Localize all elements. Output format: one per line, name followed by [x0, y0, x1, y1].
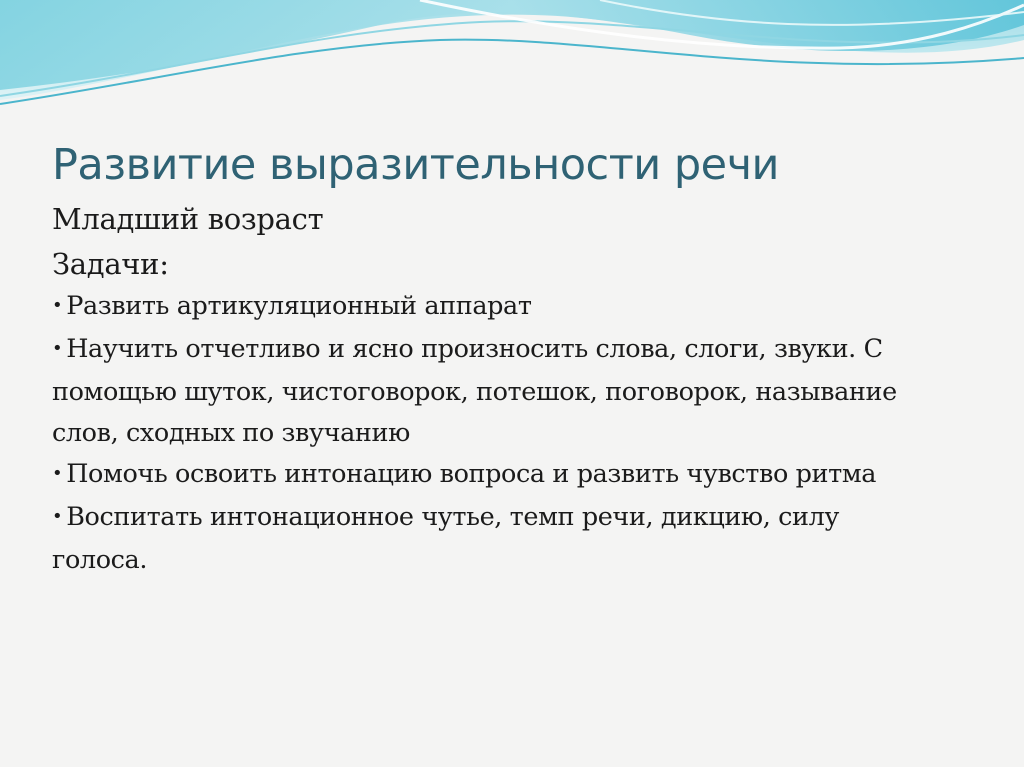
list-item-text: Развить артикуляционный аппарат [66, 291, 532, 321]
bullet-icon: • [52, 506, 63, 527]
tasks-list [52, 286, 952, 581]
bullet-icon: • [52, 338, 63, 359]
list-item-text: Научить отчетливо и ясно произносить слова, слоги, звуки. С помощью шуток, чистоговорок, потешок, поговорок, называние слов, сходных по звучанию [52, 334, 897, 448]
slide-subtitle: Младший возраст [52, 202, 324, 236]
list-item [52, 497, 912, 581]
slide-title: Развитие выразительности речи [52, 140, 779, 190]
slide-content [52, 198, 952, 581]
list-item [52, 329, 912, 454]
bullet-icon: • [52, 295, 63, 316]
bullet-icon: • [52, 463, 63, 484]
list-item-text: Помочь освоить интонацию вопроса и развить чувство ритма [66, 459, 877, 489]
list-item [52, 454, 912, 497]
list-item [52, 286, 912, 329]
list-item-text: Воспитать интонационное чутье, темп речи, дикцию, силу голоса. [52, 502, 840, 575]
tasks-heading: Задачи: [52, 247, 169, 281]
decorative-wave-header [0, 0, 1024, 115]
